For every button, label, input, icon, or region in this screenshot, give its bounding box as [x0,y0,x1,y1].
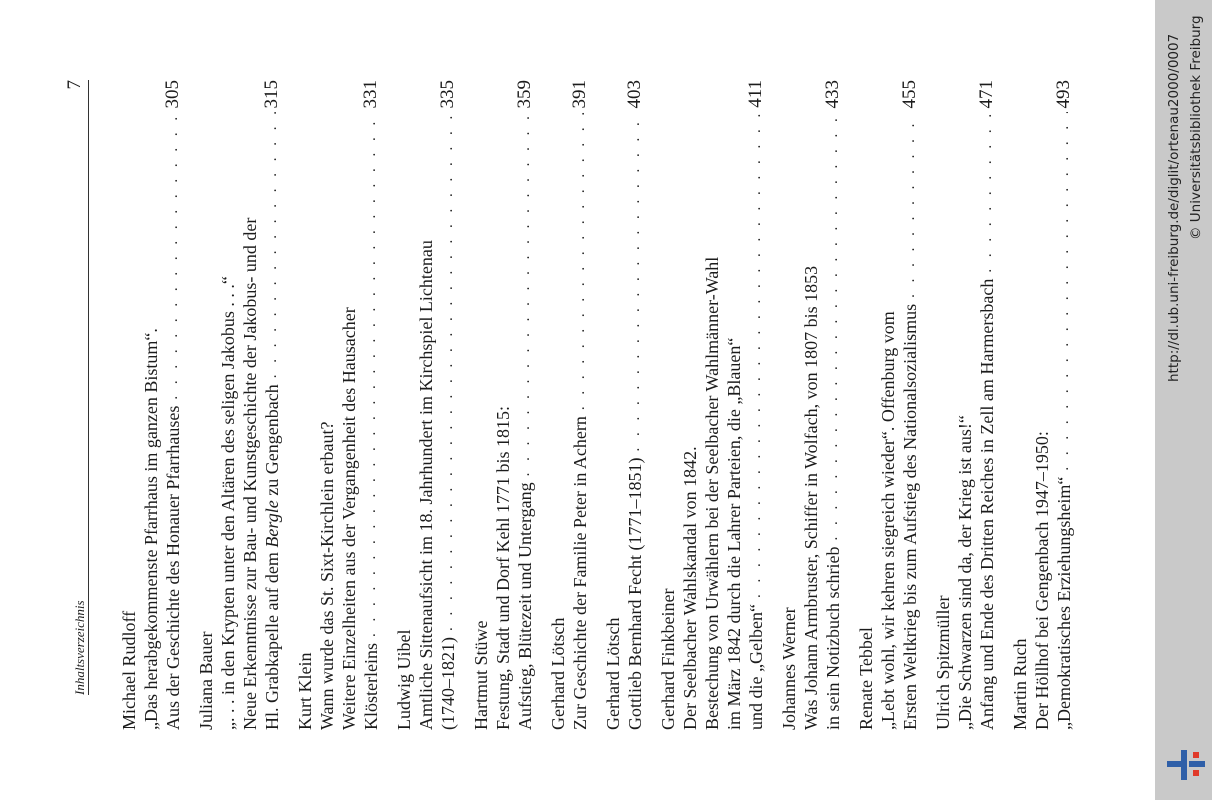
entry-title-text: „Lebt wohl, wir kehren siegreich wieder“. Offenburg vom [878,311,898,730]
entry-title-text: im März 1842 durch die Lahrer Parteien, die „Blauen“ [724,337,744,730]
dot-leader [162,113,184,400]
viewer-sidebar [1155,0,1212,800]
entry-title-line [338,80,360,730]
library-logo-icon [1164,748,1206,784]
entry-title-line [822,80,844,730]
entry-title-text: „Das herabgekommenste Pfarrhaus im ganzen Bistum“. [141,328,161,730]
entry-title-line [569,80,591,730]
dot-leader [899,113,921,298]
entry-title-text: Wann wurde das St. Sixt-Kirchlein erbaut? [317,421,337,730]
entry-title-line [745,80,767,730]
title-segment: Hl. Grabkapelle auf dem [262,547,282,730]
entry-title-text: und die „Gelben“ [746,604,766,730]
toc-entry [195,80,283,730]
entry-title-line [217,80,239,730]
entry-title-text: Der Seelbacher Wahlskandal von 1842. [680,446,700,730]
running-header-title: Inhaltsverzeichnis [72,600,87,695]
dot-leader [514,113,536,477]
entry-author: Michael Rudloff [119,610,139,730]
entry-title-line [723,80,745,730]
toc-entry [393,80,459,730]
entry-title-text: Festung, Stadt und Dorf Kehl 1771 bis 1815: [493,406,513,730]
entry-title-line [415,80,437,730]
entry-title-text: „Demokratisches Erziehungsheim“ [1054,476,1074,730]
entry-page-number: 471 [976,80,997,109]
dot-leader [624,113,646,452]
entry-title-line [437,80,459,730]
entry-title-line [316,80,338,730]
entry-title-text: Anfang und Ende des Dritten Reiches in Zell am Harmersbach [977,278,997,730]
toc-entry [118,80,184,730]
entry-author: Kurt Klein [295,652,315,730]
entry-author: Martin Ruch [1010,638,1030,730]
entry-author: Ludwig Uibel [394,629,414,730]
entry-page-number: 335 [437,80,458,109]
toc-entry [470,80,536,730]
dot-leader [976,113,998,273]
entry-title-text: „Die Schwarzen sind da, der Krieg ist aus!“ [955,415,975,730]
entry-author: Johannes Werner [779,607,799,730]
entry-title-line [1053,80,1075,730]
entry-title-text: Gottlieb Bernhard Fecht (1771–1851) [625,457,645,730]
entry-title-line [492,80,514,730]
entry-title-text [261,384,283,730]
dot-leader [437,113,459,632]
entry-page-number: 455 [899,80,920,109]
entry-author: Gerhard Finkbeiner [658,588,678,730]
toc-entry [1009,80,1075,730]
entry-title-text: Neue Erkenntnisse zur Bau- und Kunstgeschichte der Jakobus- und der [240,217,260,730]
entry-page-number: 391 [569,80,590,109]
source-url[interactable]: http://dl.ub.uni-freiburg.de/diglit/ortenau2000/0007 [1166,33,1182,382]
page-number: 7 [64,80,85,90]
entry-page-number: 433 [822,80,843,109]
entry-title-text: Aufstieg, Blütezeit und Untergang [515,482,535,730]
dot-leader [569,113,591,411]
italic-place-name: Bergle [262,500,282,548]
entry-title-text: Ersten Weltkrieg bis zum Aufstieg des Nationalsozialismus [900,303,920,730]
entry-title-text: Was Johann Armbruster, Schiffer in Wolfach, von 1807 bis 1853 [801,265,821,730]
entry-page-number: 359 [514,80,535,109]
copyright-notice: © Universitätsbibliothek Freiburg [1188,15,1204,240]
entry-title-line [877,80,899,730]
entry-title-line [514,80,536,730]
entry-title-text: „. . . in den Krypten unter den Altären des seligen Jakobus . . .“ [218,276,238,730]
entry-title-text: Zur Geschichte der Familie Peter in Achern [570,416,590,730]
entry-title-line [1031,80,1053,730]
entry-page-number: 403 [624,80,645,109]
entry-author: Ulrich Spitzmüller [933,595,953,730]
entry-title-text: Amtliche Sittenaufsicht im 18. Jahrhundert im Kirchspiel Lichtenau [416,240,436,730]
toc-entry [657,80,767,730]
entry-title-line [140,80,162,730]
entry-author: Renate Tebbel [856,627,876,730]
entry-page-number: 411 [745,80,766,108]
entry-title-text: in sein Notizbuch schrieb [823,546,843,730]
entry-author: Gerhard Lötsch [603,617,623,730]
dot-leader [360,113,382,638]
entry-title-text: Klösterleins [361,643,381,730]
entry-title-text: Bestechung von Urwählern bei der Seelbacher Wahlmänner-Wahl [702,256,722,730]
toc-entry [547,80,591,730]
entry-page-number: 315 [261,80,282,109]
entry-title-line [360,80,382,730]
entry-title-line [624,80,646,730]
entry-author: Juliana Bauer [196,631,216,730]
entry-title-line [239,80,261,730]
entry-title-text: Der Höllhof bei Gengenbach 1947–1950: [1032,431,1052,730]
toc-entry [602,80,646,730]
entry-page-number: 493 [1053,80,1074,109]
dot-leader [261,113,283,379]
entry-page-number: 305 [162,80,183,109]
entry-author: Gerhard Lötsch [548,617,568,730]
toc-entry [778,80,844,730]
running-header [64,80,89,695]
toc-entry [294,80,382,730]
entry-title-line [954,80,976,730]
entry-page-number: 331 [360,80,381,109]
entry-title-line [261,80,283,730]
entry-title-text: Weitere Einzelheiten aus der Vergangenheit des Hausacher [339,307,359,730]
entry-title-line [162,80,184,730]
entry-title-line [679,80,701,730]
entry-author: Hartmut Stüwe [471,620,491,730]
entry-title-text: (1740–1821) [438,637,458,730]
entry-title-text: Aus der Geschichte des Honauer Pfarrhauses [163,405,183,730]
entry-title-line [701,80,723,730]
entry-title-line [800,80,822,730]
toc-entry [932,80,998,730]
dot-leader [745,112,767,598]
table-of-contents [118,80,1086,730]
title-segment: zu Gengenbach [262,384,282,501]
entry-title-line [899,80,921,730]
entry-title-line [976,80,998,730]
dot-leader [822,113,844,541]
toc-entry [855,80,921,730]
dot-leader [1053,113,1075,471]
